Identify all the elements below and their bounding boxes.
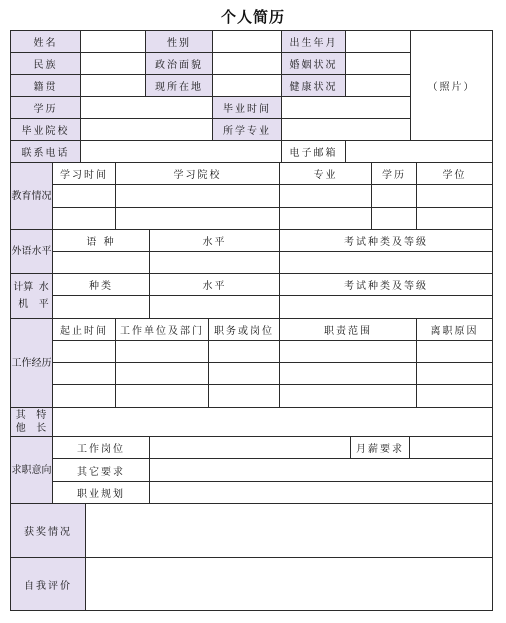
computer-header-level: 水平 <box>149 273 280 296</box>
health-label: 健康状况 <box>281 74 346 97</box>
name-field[interactable] <box>80 30 146 53</box>
skills-label-line2: 特长 <box>36 410 48 434</box>
job-intent-label-line2: 意向 <box>31 464 52 476</box>
email-label: 电子邮箱 <box>281 140 346 163</box>
work-label-char: 工 <box>11 357 22 369</box>
computer-cell[interactable] <box>149 295 280 319</box>
work-cell[interactable] <box>52 362 116 385</box>
phone-field[interactable] <box>80 140 282 163</box>
birth-field[interactable] <box>345 30 411 53</box>
awards-field[interactable] <box>85 503 493 558</box>
residence-label: 现所在地 <box>145 74 213 97</box>
work-header-reason: 离职原因 <box>416 318 493 341</box>
work-cell[interactable] <box>115 362 209 385</box>
school-label: 毕业院校 <box>10 118 81 141</box>
education-cell[interactable] <box>115 184 280 208</box>
residence-field[interactable] <box>212 74 282 97</box>
work-cell[interactable] <box>208 362 280 385</box>
language-cell[interactable] <box>149 251 280 274</box>
skills-label-line1: 其他 <box>15 410 27 434</box>
computer-cell[interactable] <box>52 295 150 319</box>
education-cell[interactable] <box>52 184 116 208</box>
work-cell[interactable] <box>52 384 116 408</box>
language-header-exam: 考试种类及等级 <box>279 229 493 252</box>
skills-label <box>10 407 53 437</box>
work-cell[interactable] <box>208 384 280 408</box>
salary-label: 月薪要求 <box>350 436 410 459</box>
work-cell[interactable] <box>279 384 417 408</box>
gender-field[interactable] <box>212 30 282 53</box>
work-cell[interactable] <box>52 340 116 363</box>
other-requirements-label: 其它要求 <box>52 458 150 482</box>
work-header-position: 职务或岗位 <box>208 318 280 341</box>
education-cell[interactable] <box>371 184 417 208</box>
computer-section-label <box>10 273 53 319</box>
self-evaluation-field[interactable] <box>85 557 493 611</box>
grad-time-label: 毕业时间 <box>212 96 282 119</box>
job-position-field[interactable] <box>149 436 351 459</box>
work-header-company: 工作单位及部门 <box>115 318 209 341</box>
politics-field[interactable] <box>212 52 282 75</box>
computer-label-line1: 计算机 <box>13 282 34 310</box>
ethnicity-label: 民族 <box>10 52 81 75</box>
name-label: 姓名 <box>10 30 81 53</box>
education-cell[interactable] <box>416 207 493 230</box>
education-cell[interactable] <box>52 207 116 230</box>
gender-label: 性别 <box>145 30 213 53</box>
work-cell[interactable] <box>416 340 493 363</box>
education-header-grade: 学位 <box>416 162 493 185</box>
education-cell[interactable] <box>416 184 493 208</box>
computer-header-kind: 种类 <box>52 273 150 296</box>
language-cell[interactable] <box>279 251 493 274</box>
salary-field[interactable] <box>409 436 493 459</box>
language-cell[interactable] <box>52 251 150 274</box>
work-cell[interactable] <box>279 340 417 363</box>
degree-label: 学历 <box>10 96 81 119</box>
work-cell[interactable] <box>115 340 209 363</box>
work-section-label <box>10 318 53 408</box>
other-requirements-field[interactable] <box>149 458 493 482</box>
school-field[interactable] <box>80 118 213 141</box>
awards-label: 获奖情况 <box>10 503 86 558</box>
skills-field[interactable] <box>52 407 493 437</box>
hukou-label: 籍贯 <box>10 74 81 97</box>
email-field[interactable] <box>345 140 493 163</box>
computer-cell[interactable] <box>279 295 493 319</box>
education-header-school: 学习院校 <box>115 162 280 185</box>
marital-field[interactable] <box>345 52 411 75</box>
computer-header-exam: 考试种类及等级 <box>279 273 493 296</box>
major-field[interactable] <box>281 118 411 141</box>
ethnicity-field[interactable] <box>80 52 146 75</box>
language-label-line2: 水平 <box>31 246 52 257</box>
resume-title: 个人简历 <box>220 8 285 26</box>
work-header-period: 起止时间 <box>52 318 116 341</box>
career-plan-label: 职业规划 <box>52 481 150 504</box>
birth-label: 出生年月 <box>281 30 346 53</box>
education-header-time: 学习时间 <box>52 162 116 185</box>
photo-box[interactable]: （照片） <box>410 30 493 141</box>
degree-field[interactable] <box>80 96 213 119</box>
job-intent-label-line1: 求职 <box>11 464 32 476</box>
language-label-line1: 外语 <box>11 246 32 257</box>
major-label: 所学专业 <box>212 118 282 141</box>
health-field[interactable] <box>345 74 411 97</box>
education-header-major: 专业 <box>279 162 372 185</box>
education-cell[interactable] <box>279 207 372 230</box>
education-section-label <box>10 162 53 230</box>
computer-label-line2: 水平 <box>38 282 49 310</box>
politics-label: 政治面貌 <box>145 52 213 75</box>
work-cell[interactable] <box>279 362 417 385</box>
job-intent-section-label <box>10 436 53 504</box>
self-evaluation-label: 自我评价 <box>10 557 86 611</box>
language-section-label <box>10 229 53 274</box>
language-header-kind: 语 种 <box>52 229 150 252</box>
work-label-char: 经 <box>31 357 42 369</box>
work-label-char: 历 <box>41 357 52 369</box>
grad-time-field[interactable] <box>281 96 411 119</box>
job-position-label: 工作岗位 <box>52 436 150 459</box>
career-plan-field[interactable] <box>149 481 493 504</box>
education-cell[interactable] <box>371 207 417 230</box>
work-cell[interactable] <box>416 384 493 408</box>
language-header-level: 水平 <box>149 229 280 252</box>
education-header-degree: 学历 <box>371 162 417 185</box>
education-label-line2: 情况 <box>31 190 52 202</box>
work-label-char: 作 <box>21 357 32 369</box>
phone-label: 联系电话 <box>10 140 81 163</box>
education-cell[interactable] <box>115 207 280 230</box>
education-label-line1: 教育 <box>11 190 32 202</box>
work-cell[interactable] <box>416 362 493 385</box>
work-cell[interactable] <box>115 384 209 408</box>
hukou-field[interactable] <box>80 74 146 97</box>
work-header-duties: 职责范围 <box>279 318 417 341</box>
education-cell[interactable] <box>279 184 372 208</box>
work-cell[interactable] <box>208 340 280 363</box>
marital-label: 婚姻状况 <box>281 52 346 75</box>
